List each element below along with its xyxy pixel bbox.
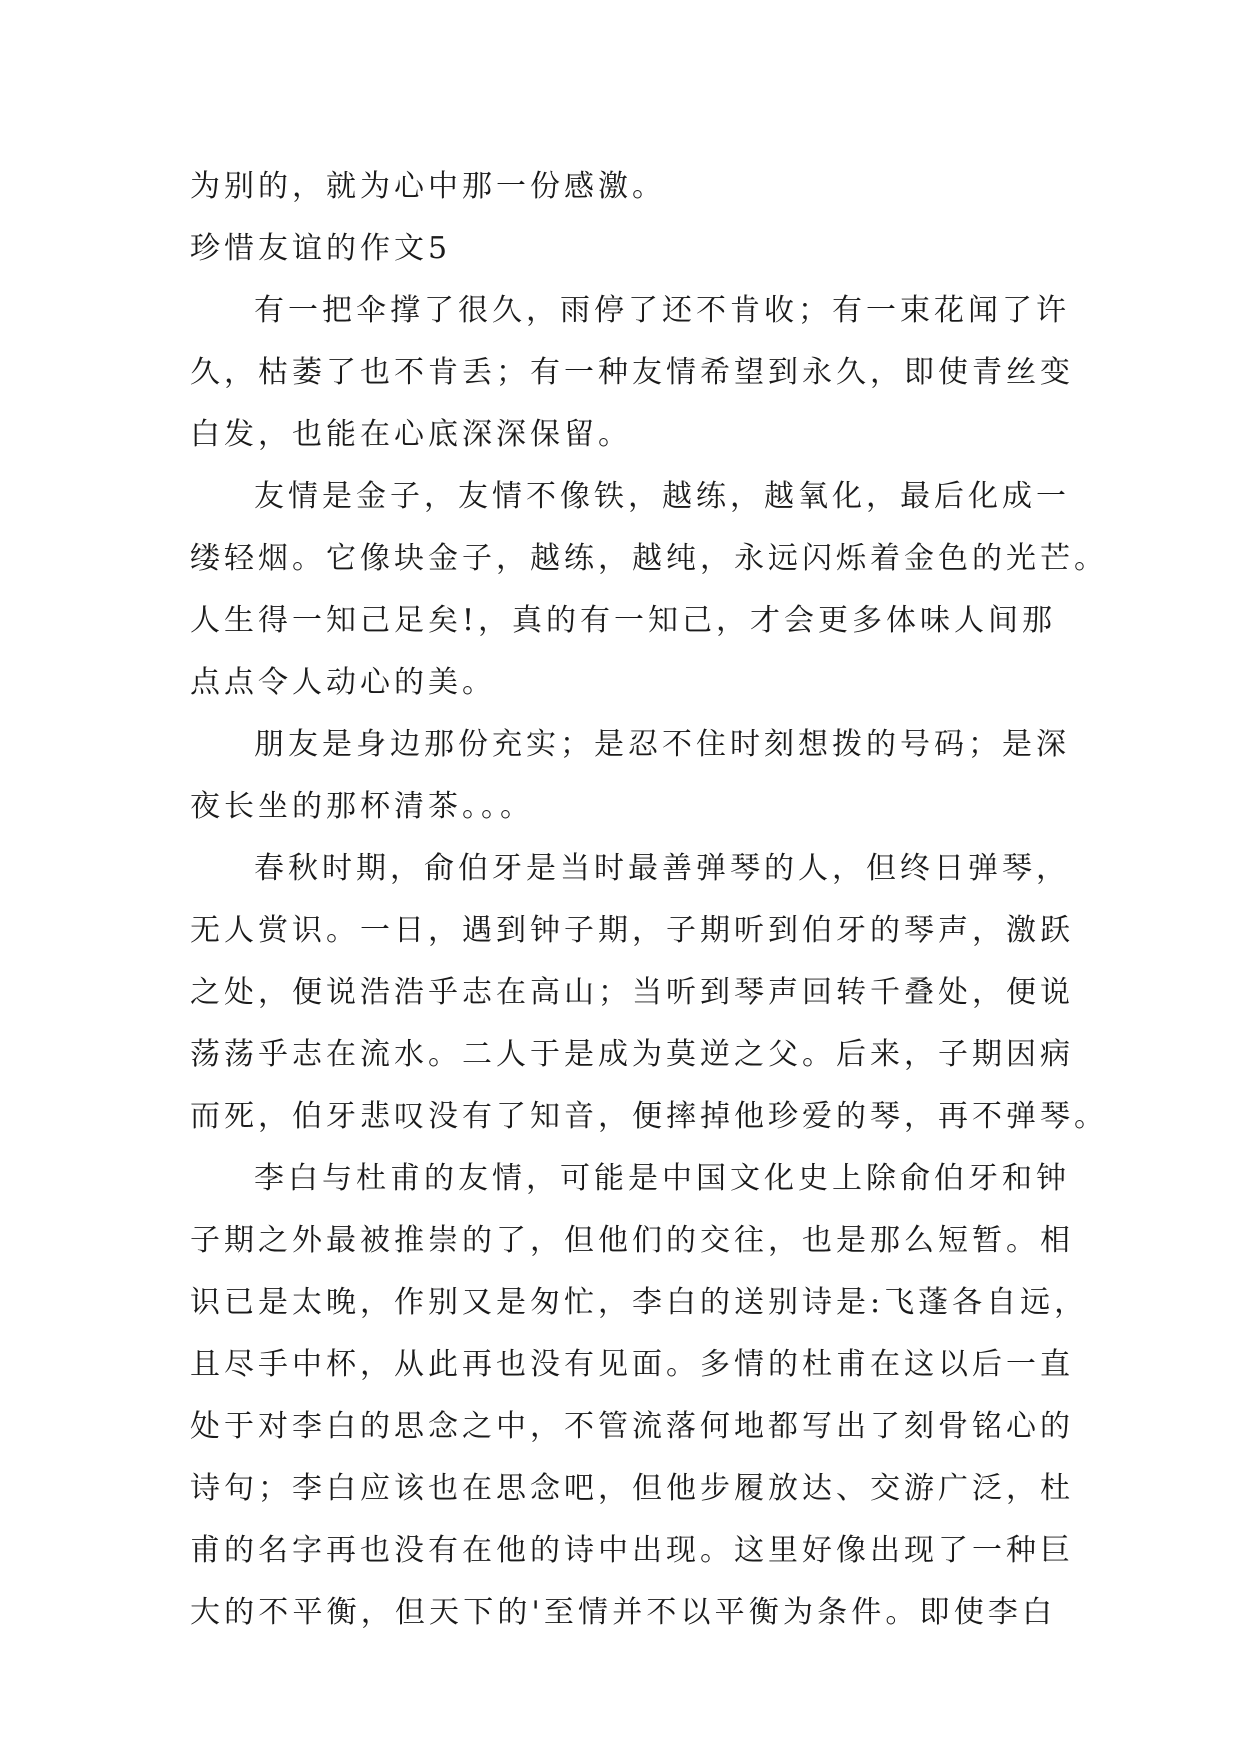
paragraph-4-line-5: 而死，伯牙悲叹没有了知音，便摔掉他珍爱的琴，再不弹琴。 bbox=[190, 1099, 1108, 1134]
paragraph-2-line-4: 点点令人动心的美。 bbox=[190, 665, 496, 700]
paragraph-1-line-1: 有一把伞撑了很久，雨停了还不肯收；有一束花闻了许 bbox=[254, 293, 1070, 328]
paragraph-3-line-1: 朋友是身边那份充实；是忍不住时刻想拨的号码；是深 bbox=[254, 727, 1070, 762]
paragraph-2-line-3: 人生得一知己足矣!，真的有一知己，才会更多体味人间那 bbox=[190, 603, 1057, 638]
paragraph-5-line-1: 李白与杜甫的友情，可能是中国文化史上除俞伯牙和钟 bbox=[254, 1161, 1070, 1196]
paragraph-1-line-2: 久，枯萎了也不肯丢；有一种友情希望到永久，即使青丝变 bbox=[190, 355, 1074, 390]
paragraph-5-line-6: 诗句；李白应该也在思念吧，但他步履放达、交游广泛，杜 bbox=[190, 1471, 1074, 1506]
paragraph-4-line-3: 之处，便说浩浩乎志在高山；当听到琴声回转千叠处，便说 bbox=[190, 975, 1074, 1010]
paragraph-1-line-3: 白发，也能在心底深深保留。 bbox=[190, 417, 632, 452]
section-heading: 珍惜友谊的作文5 bbox=[190, 231, 452, 266]
body-text bbox=[190, 156, 1108, 1644]
text-line: 为别的，就为心中那一份感激。 bbox=[190, 169, 666, 204]
paragraph-4-line-2: 无人赏识。一日，遇到钟子期，子期听到伯牙的琴声，激跃 bbox=[190, 913, 1074, 948]
paragraph-5-line-2: 子期之外最被推崇的了，但他们的交往，也是那么短暂。相 bbox=[190, 1223, 1074, 1258]
paragraph-2-line-1: 友情是金子，友情不像铁，越练，越氧化，最后化成一 bbox=[254, 479, 1070, 514]
paragraph-5-line-7: 甫的名字再也没有在他的诗中出现。这里好像出现了一种巨 bbox=[190, 1533, 1074, 1568]
paragraph-2-line-2: 缕轻烟。它像块金子，越练，越纯，永远闪烁着金色的光芒。 bbox=[190, 541, 1108, 576]
paragraph-5-line-5: 处于对李白的思念之中，不管流落何地都写出了刻骨铭心的 bbox=[190, 1409, 1074, 1444]
paragraph-5-line-3: 识已是太晚，作别又是匆忙，李白的送别诗是:飞蓬各自远， bbox=[190, 1285, 1089, 1320]
paragraph-5-line-8: 大的不平衡，但天下的'至情并不以平衡为条件。即使李白 bbox=[190, 1595, 1056, 1630]
paragraph-4-line-1: 春秋时期，俞伯牙是当时最善弹琴的人，但终日弹琴， bbox=[254, 851, 1070, 886]
paragraph-4-line-4: 荡荡乎志在流水。二人于是成为莫逆之父。后来，子期因病 bbox=[190, 1037, 1074, 1072]
paragraph-3-line-2: 夜长坐的那杯清茶。。。 bbox=[190, 789, 534, 824]
paragraph-5-line-4: 且尽手中杯，从此再也没有见面。多情的杜甫在这以后一直 bbox=[190, 1347, 1074, 1382]
